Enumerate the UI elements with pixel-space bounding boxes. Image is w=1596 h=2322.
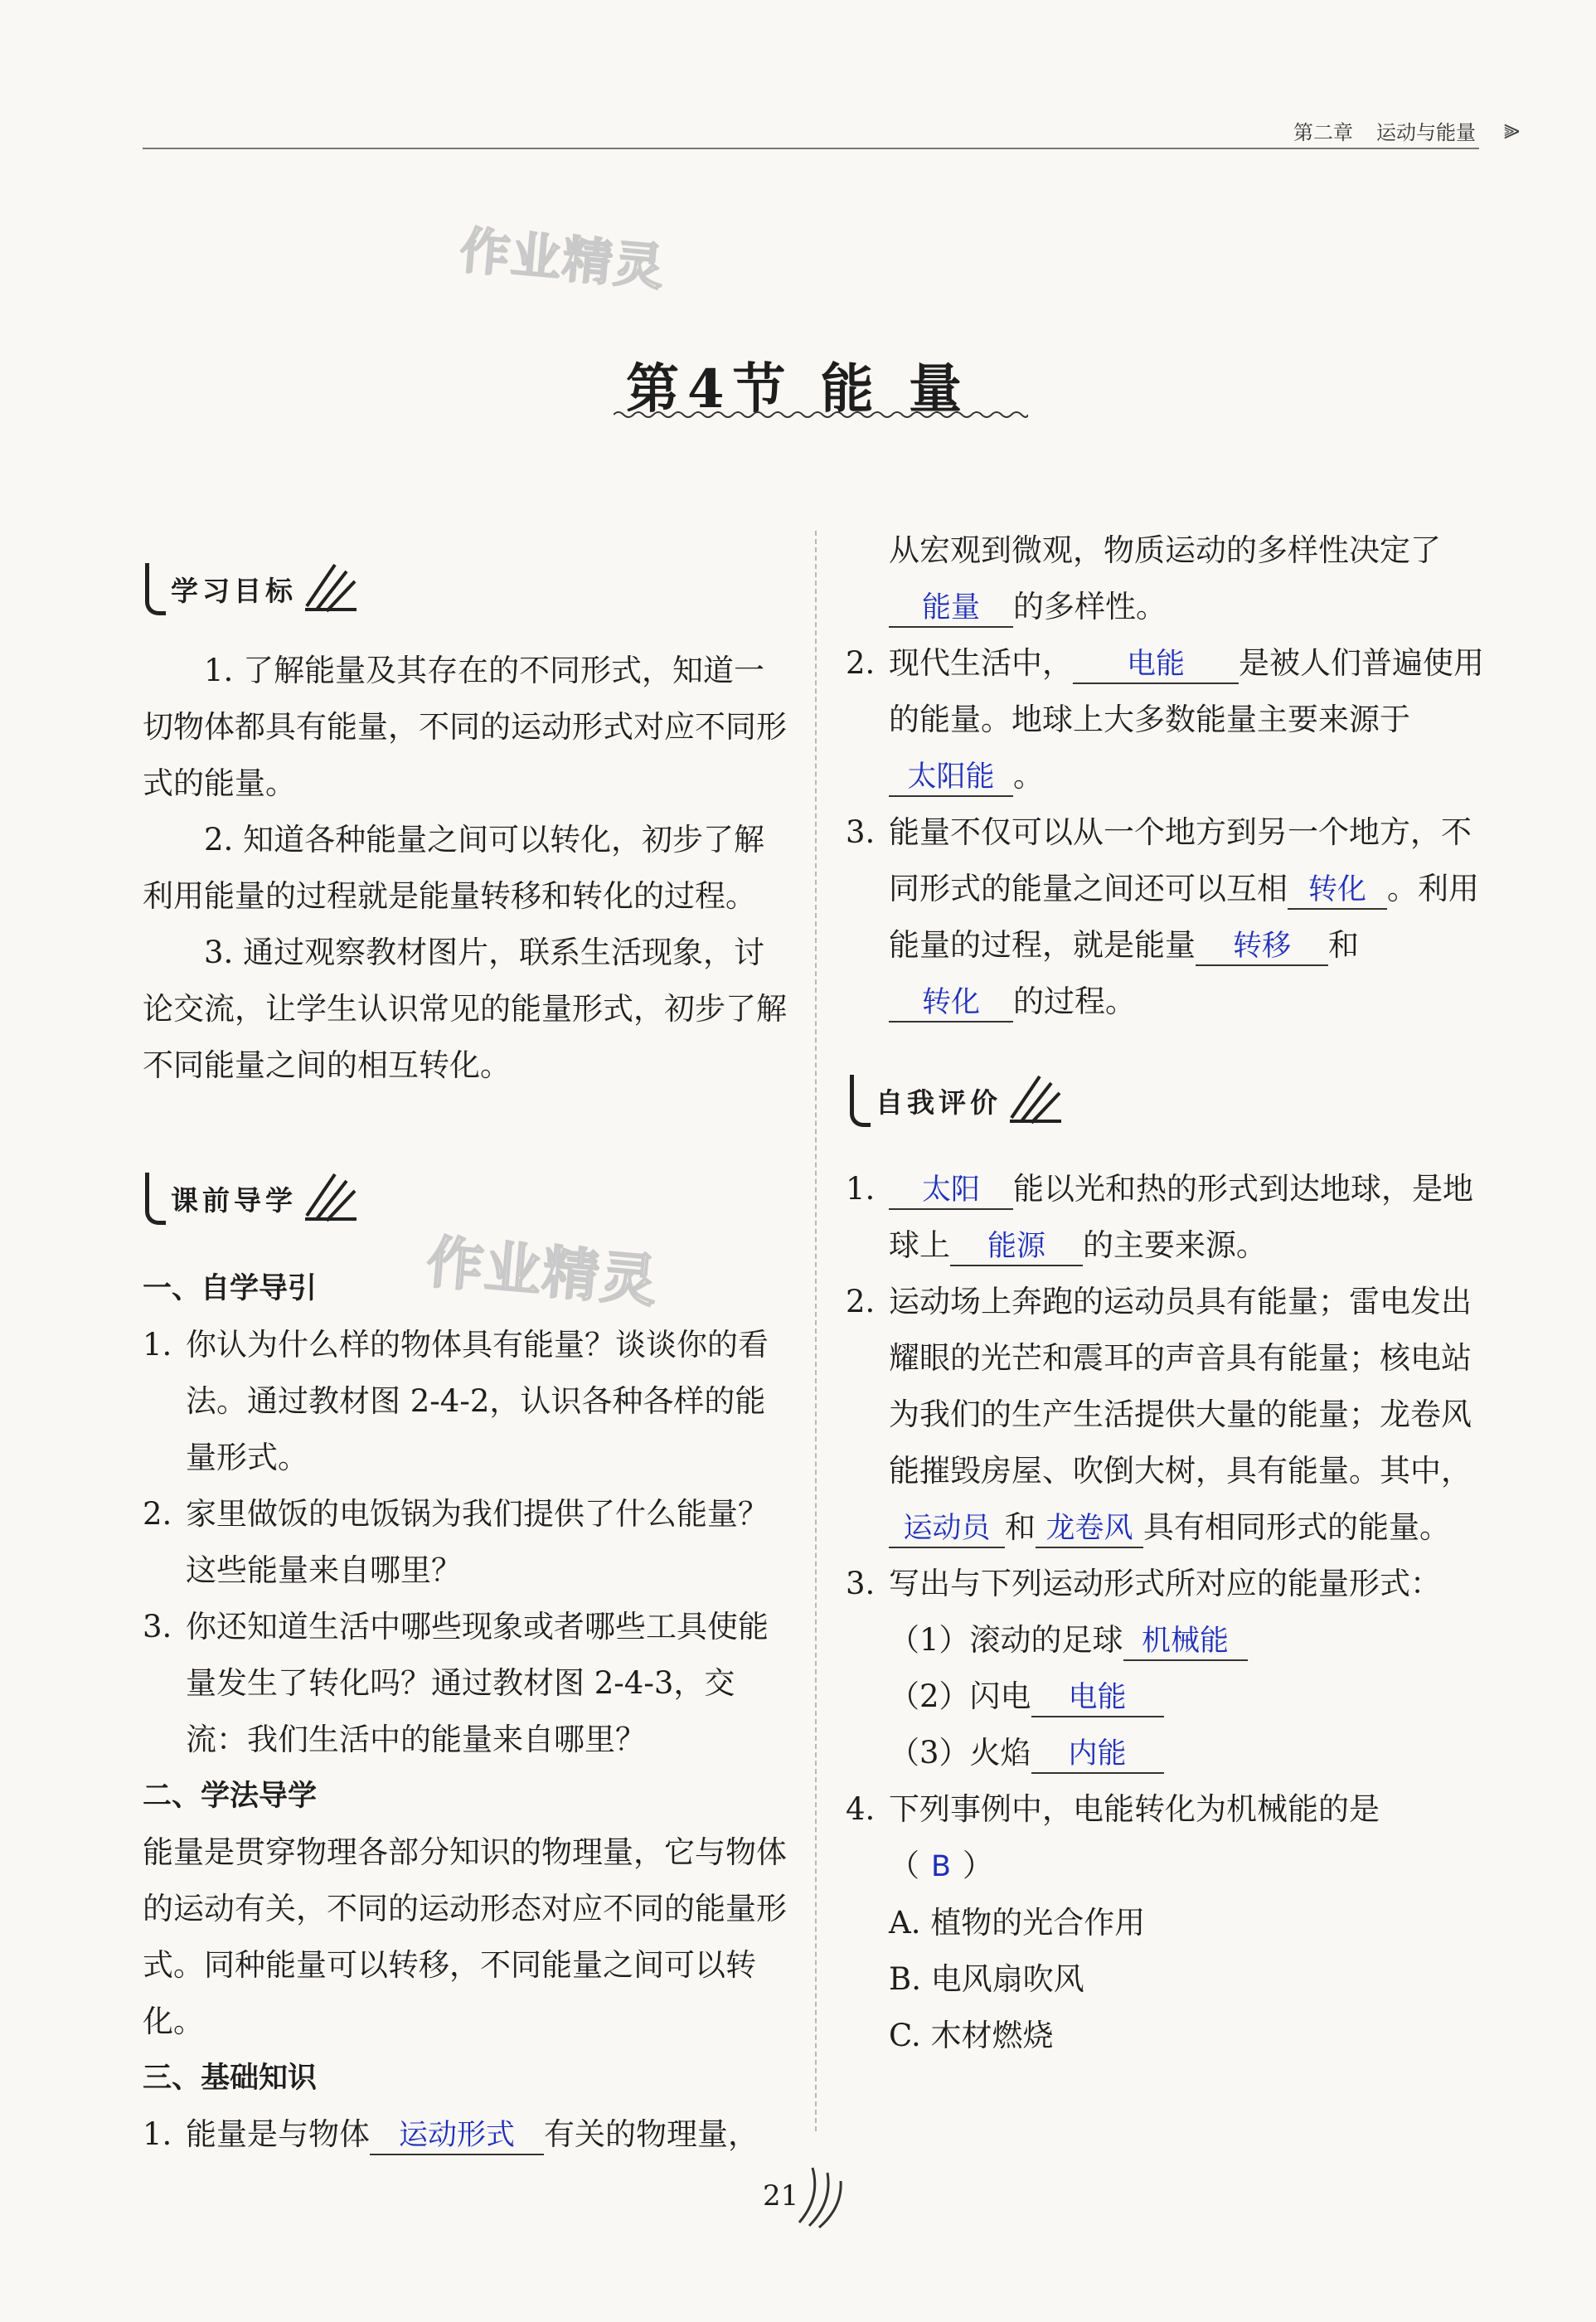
question-text: 是被人们普遍使用的能量。地球上大多数能量主要来源于 — [889, 645, 1484, 737]
question-text: 写出与下列运动形式所对应的能量形式： — [889, 1566, 1441, 1601]
answer-text: 转化 — [921, 986, 980, 1019]
question-text: 能量是与物体 — [186, 2116, 370, 2152]
answer-blank — [889, 758, 1013, 797]
preclass-heading — [145, 1161, 360, 1236]
option-letter: A. — [889, 1905, 921, 1941]
option-text: 电风扇吹风 — [930, 1961, 1084, 1997]
list-item — [143, 1486, 789, 1599]
option-letter: C. — [889, 2018, 921, 2053]
answer-text: 电能 — [1126, 648, 1185, 681]
question-text: 能量不仅可以从一个地方到另一个地方，不同形式的能量之间还可以互相 — [889, 814, 1472, 906]
item-text: 家里做饭的电饭锅为我们提供了什么能量？这些能量来自哪里？ — [186, 1496, 769, 1588]
answer-blank — [1123, 1622, 1248, 1661]
question-text: 的过程。 — [1013, 984, 1136, 1019]
book-icon — [302, 560, 360, 618]
question-text: 运动场上奔跑的运动员具有能量；雷电发出耀眼的光芒和震耳的声音具有能量；核电站为我们的生产生活提供大量的能量；龙卷风能摧毁房屋、吹倒大树，具有能量。其中， — [889, 1284, 1472, 1489]
item-number: 1. — [143, 1327, 172, 1363]
page-number-ornament-icon — [796, 2164, 846, 2231]
item-number: 4. — [846, 1791, 876, 1827]
item-number: 3. — [846, 1566, 876, 1601]
question-item — [143, 2106, 789, 2163]
self-study-title: 一、自学导引 — [143, 1272, 318, 1305]
sub-question-label: （2）闪电 — [889, 1678, 1031, 1714]
answer-text: 太阳 — [921, 1173, 980, 1207]
option-letter: B. — [889, 1961, 921, 1997]
objective-item: 3. 通过观察教材图片，联系生活现象，讨论交流，让学生认识常见的能量形式，初步了解不同能量之间的相互转化。 — [143, 935, 787, 1083]
answer-blank — [1031, 1678, 1164, 1717]
option-text: 植物的光合作用 — [930, 1905, 1146, 1941]
page-number: 21 — [763, 2179, 799, 2213]
answer-blank — [1036, 1509, 1143, 1548]
answer-text: 内能 — [1068, 1737, 1127, 1771]
item-number: 3. — [143, 1609, 172, 1644]
answer-blank — [1031, 1735, 1164, 1774]
objective-item: 1. 了解能量及其存在的不同形式，知道一切物体都具有能量，不同的运动形式对应不同形式的能量。 — [143, 653, 787, 801]
header-chapter-title: 运动与能量 — [1376, 121, 1476, 144]
question-text: 从宏观到微观，物质运动的多样性决定了 — [889, 532, 1441, 568]
item-text: 你还知道生活中哪些现象或者哪些工具使能量发生了转化吗？通过教材图 2-4-3，交流：我们生活中的能量来自哪里？ — [186, 1609, 769, 1757]
answer-text: 龙卷风 — [1045, 1512, 1133, 1545]
option-item — [889, 1905, 1145, 1941]
objectives-heading — [145, 551, 360, 626]
question-text: 的多样性。 — [1013, 589, 1167, 624]
basics-title: 三、基础知识 — [143, 2062, 318, 2095]
evaluation-content — [846, 1161, 1492, 2064]
question-text: 能以光和热的形式到达地球，是地球上 — [889, 1171, 1473, 1263]
basics-continued — [846, 522, 1492, 1030]
answer-blank — [1073, 645, 1239, 684]
question-text: 。 — [1013, 758, 1044, 794]
question-text: 。利用能量的过程，就是能量 — [889, 871, 1479, 963]
item-number: 1. — [143, 2116, 172, 2152]
book-icon — [302, 1169, 360, 1227]
answer-blank — [1288, 871, 1387, 910]
answer-text: 能量 — [921, 591, 980, 624]
section-title: 第4节 能 量 — [625, 358, 971, 420]
header-rule — [143, 148, 1479, 149]
question-item — [846, 1161, 1492, 1274]
title-wave-underline — [614, 408, 1028, 421]
item-number: 2. — [846, 645, 876, 681]
answer-text: 电能 — [1068, 1681, 1127, 1714]
answer-paren: （ — [889, 1848, 919, 1883]
question-item — [846, 1274, 1492, 1556]
question-item — [846, 635, 1492, 804]
answer-text: 机械能 — [1142, 1625, 1230, 1658]
question-text: 现代生活中， — [889, 645, 1073, 681]
question-text: 和 — [1328, 927, 1359, 963]
question-text: 的主要来源。 — [1083, 1227, 1267, 1263]
preclass-content — [143, 1261, 789, 2163]
method-text: 能量是贯穿物理各部分知识的物理量，它与物体的运动有关，不同的运动形态对应不同的能量形式。同种能量可以转移，不同能量之间可以转化。 — [143, 1834, 787, 2039]
list-item — [143, 1317, 789, 1486]
list-item — [143, 1599, 789, 1768]
sub-question-label: （1）滚动的足球 — [889, 1622, 1123, 1658]
book-icon — [1007, 1071, 1065, 1129]
question-item — [846, 1556, 1492, 1781]
answer-text: 转化 — [1307, 873, 1366, 906]
answer-paren: ） — [963, 1848, 994, 1883]
answer-blank — [370, 2116, 544, 2155]
answer-blank — [950, 1227, 1083, 1266]
question-text: 下列事例中，电能转化为机械能的是 — [889, 1791, 1380, 1827]
answer-blank — [889, 1171, 1013, 1210]
sub-question-label: （3）火焰 — [889, 1735, 1031, 1771]
item-number: 3. — [846, 814, 876, 850]
watermark: 作业精灵 — [424, 1229, 662, 1316]
header-arrow-icon: ⫸ — [1503, 113, 1520, 146]
running-header — [1293, 116, 1476, 145]
item-number: 1. — [846, 1171, 876, 1207]
objectives-list — [143, 643, 789, 1094]
objective-item: 2. 知道各种能量之间可以转化，初步了解利用能量的过程就是能量转移和转化的过程。 — [143, 822, 765, 914]
objectives-heading-label: 学习目标 — [171, 574, 297, 607]
method-title: 二、学法导学 — [143, 1780, 318, 1813]
answer-text: B — [931, 1850, 952, 1883]
question-text: 和 — [1005, 1509, 1036, 1545]
evaluation-heading — [850, 1063, 1065, 1138]
header-chapter: 第二章 — [1293, 121, 1353, 144]
item-text: 你认为什么样的物体具有能量？谈谈你的看法。通过教材图 2-4-2，认识各种各样的能量形式。 — [186, 1327, 769, 1475]
watermark: 作业精灵 — [457, 221, 668, 298]
column-divider — [815, 531, 817, 2131]
item-number: 2. — [846, 1284, 876, 1319]
answer-blank — [1196, 927, 1328, 966]
question-text: 有关的物理量， — [544, 2116, 759, 2152]
answer-text: 转移 — [1232, 930, 1291, 963]
answer-blank — [889, 1509, 1005, 1548]
answer-text: 太阳能 — [907, 760, 995, 794]
answer-blank — [889, 589, 1013, 628]
option-item — [889, 2018, 1054, 2053]
answer-blank — [889, 984, 1013, 1023]
option-item — [889, 1961, 1084, 1997]
answer-text: 运动形式 — [398, 2119, 515, 2152]
preclass-heading-label: 课前导学 — [171, 1183, 297, 1217]
answer-text: 能源 — [987, 1230, 1045, 1263]
question-item — [846, 804, 1492, 1030]
question-text: 具有相同形式的能量。 — [1143, 1509, 1450, 1545]
item-number: 2. — [143, 1496, 172, 1532]
evaluation-heading-label: 自我评价 — [876, 1086, 1002, 1119]
question-item — [846, 1781, 1492, 2064]
option-text: 木材燃烧 — [930, 2018, 1054, 2053]
answer-text: 运动员 — [903, 1512, 991, 1545]
